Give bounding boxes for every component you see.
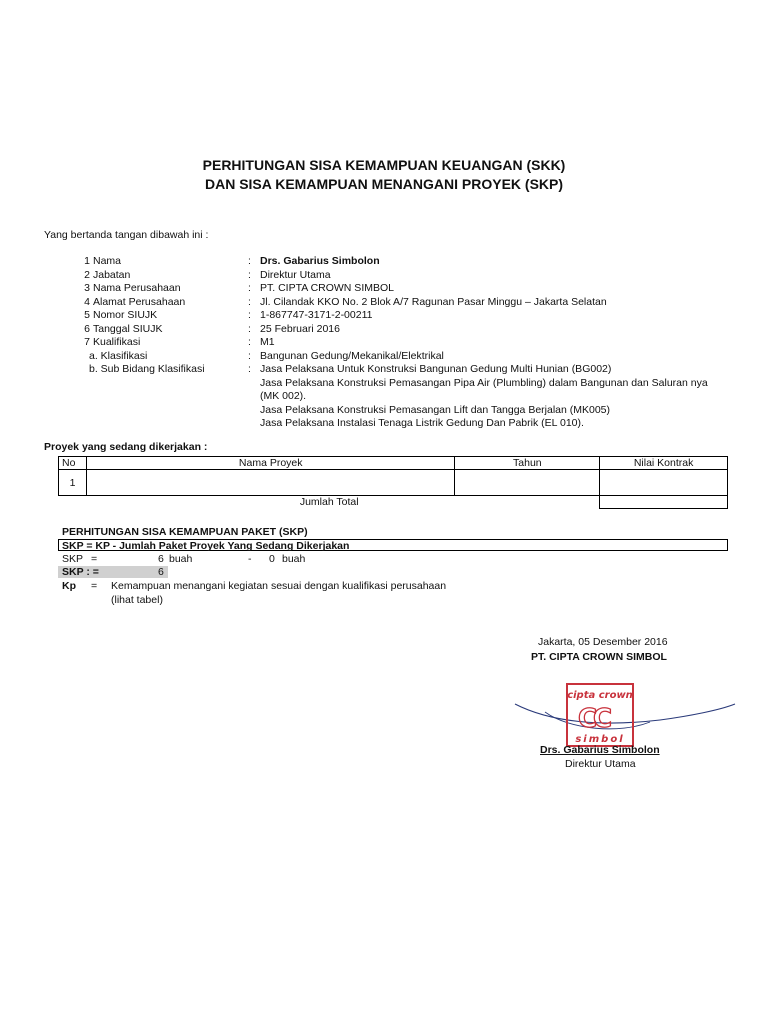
field-colon: : xyxy=(248,255,251,267)
field-number: 1 xyxy=(84,255,90,267)
kp-eq: = xyxy=(91,580,98,592)
field-number: 6 xyxy=(84,322,90,335)
kp-description: Kemampuan menangani kegiatan sesuai dengan kualifikasi perusahaan xyxy=(111,580,447,592)
field-colon: : xyxy=(248,336,251,348)
skp-calc-label: SKP xyxy=(62,553,84,565)
field-colon: : xyxy=(248,282,251,294)
field-number: 3 xyxy=(84,282,90,294)
cell-tahun xyxy=(455,470,600,496)
signature-stamp xyxy=(510,682,740,752)
skp-calc-b-unit: buah xyxy=(282,553,306,565)
table-total-row xyxy=(59,496,728,509)
cell-nama-proyek xyxy=(86,470,454,496)
field-label: Alamat Perusahaan xyxy=(93,295,186,308)
sub-bidang-line: (MK 002). xyxy=(260,390,307,402)
column-header-no: No xyxy=(59,457,87,470)
skp-calc-a-unit: buah xyxy=(169,553,193,565)
field-label: Kualifikasi xyxy=(93,336,141,348)
field-colon: : xyxy=(248,322,251,335)
field-colon: : xyxy=(248,295,251,308)
projects-table xyxy=(58,456,728,509)
field-value-alamat: Jl. Cilandak KKO No. 2 Blok A/7 Ragunan Pasar Minggu – Jakarta Selatan xyxy=(260,295,607,308)
company-name: PT. CIPTA CROWN SIMBOL xyxy=(531,651,667,663)
column-header-nama-proyek: Nama Proyek xyxy=(86,457,454,470)
skp-calc-a: 6 xyxy=(158,553,164,565)
field-colon: : xyxy=(248,309,251,321)
skp-calc-b: 0 xyxy=(269,553,275,565)
projects-heading: Proyek yang sedang dikerjakan : xyxy=(44,441,208,453)
intro-text: Yang bertanda tangan dibawah ini : xyxy=(44,229,209,241)
field-value-siujk: 1-867747-3171-2-00211 xyxy=(260,309,373,321)
sub-bidang-line: Jasa Pelaksana Instalasi Tenaga Listrik Gedung Dan Pabrik (EL 010). xyxy=(260,417,584,429)
column-header-tahun: Tahun xyxy=(455,457,600,470)
stamp-text-bottom: simbol xyxy=(575,734,625,745)
field-colon: : xyxy=(248,268,251,281)
field-number: 5 xyxy=(84,309,90,321)
klasifikasi-value: Bangunan Gedung/Mekanikal/Elektrikal xyxy=(260,349,444,362)
sub-bidang-line: Jasa Pelaksana Untuk Konstruksi Bangunan Gedung Multi Hunian (BG002) xyxy=(260,363,612,375)
cell-no: 1 xyxy=(59,470,87,496)
cell-empty xyxy=(455,496,600,509)
field-value-kualifikasi: M1 xyxy=(260,336,275,348)
field-label: Tanggal SIUJK xyxy=(93,322,163,335)
klasifikasi-label: a. Klasifikasi xyxy=(89,349,148,362)
place-date: Jakarta, 05 Desember 2016 xyxy=(538,636,668,648)
field-value-nama: Drs. Gabarius Simbolon xyxy=(260,255,380,267)
skp-calc-eq: = xyxy=(91,553,98,565)
field-number: 7 xyxy=(84,336,90,348)
signer-name: Drs. Gabarius Simbolon xyxy=(540,744,660,756)
field-number: 2 xyxy=(84,268,90,281)
table-header-row xyxy=(59,457,728,470)
document-title-line2: DAN SISA KEMAMPUAN MENANGANI PROYEK (SKP) xyxy=(204,176,564,192)
document-title-line1: PERHITUNGAN SISA KEMAMPUAN KEUANGAN (SKK) xyxy=(202,157,566,173)
field-label: Nama Perusahaan xyxy=(93,282,181,294)
sub-bidang-line: Jasa Pelaksana Konstruksi Pemasangan Pipa Air (Plumbling) dalam Bangunan dan Saluran nya xyxy=(260,376,708,389)
kp-description-note: (lihat tabel) xyxy=(111,593,163,606)
field-value-perusahaan: PT. CIPTA CROWN SIMBOL xyxy=(260,282,394,294)
field-label: Nomor SIUJK xyxy=(93,309,158,321)
field-colon: : xyxy=(248,349,251,362)
field-value-tanggal: 25 Februari 2016 xyxy=(260,322,340,335)
field-label: Jabatan xyxy=(93,268,131,281)
kp-label: Kp xyxy=(62,580,76,592)
column-header-nilai-kontrak: Nilai Kontrak xyxy=(600,457,728,470)
cell-empty xyxy=(59,496,87,509)
field-value-jabatan: Direktur Utama xyxy=(260,268,331,281)
skp-result-value: 6 xyxy=(158,566,164,578)
stamp-text-top: cipta crown xyxy=(567,690,633,701)
stamp-cc-logo: C xyxy=(593,704,613,734)
skp-heading: PERHITUNGAN SISA KEMAMPUAN PAKET (SKP) xyxy=(62,526,308,538)
skp-result-label: SKP : = xyxy=(62,566,99,578)
sub-bidang-label: b. Sub Bidang Klasifikasi xyxy=(89,363,205,375)
skp-formula: SKP = KP - Jumlah Paket Proyek Yang Sedang Dikerjakan xyxy=(58,539,728,551)
skp-calc-minus: - xyxy=(248,553,252,565)
field-number: 4 xyxy=(84,295,90,308)
field-colon: : xyxy=(248,363,251,375)
total-value-cell xyxy=(600,496,728,509)
field-label: Nama xyxy=(93,255,122,267)
stamp-cc-logo: C xyxy=(578,704,598,734)
table-row xyxy=(59,470,728,496)
cell-nilai-kontrak xyxy=(600,470,728,496)
total-label: Jumlah Total xyxy=(299,496,359,509)
sub-bidang-line: Jasa Pelaksana Konstruksi Pemasangan Lift dan Tangga Berjalan (MK005) xyxy=(260,403,611,416)
signer-position: Direktur Utama xyxy=(565,758,636,770)
